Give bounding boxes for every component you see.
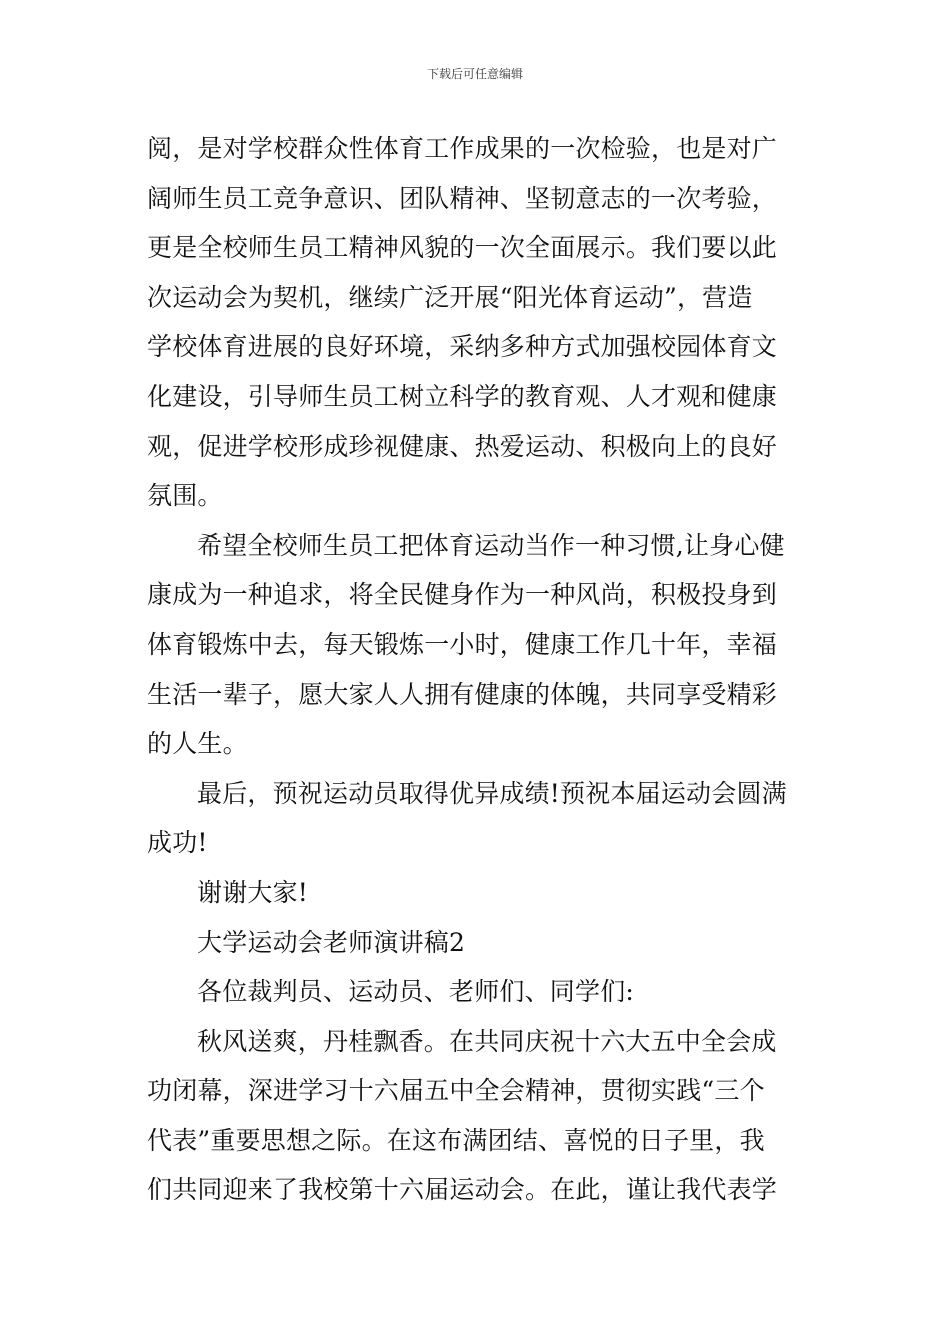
paragraph-start-line: 秋风送爽，丹桂飘香。在共同庆祝十六大五中全会成 (197, 1026, 777, 1056)
page-header: 下载后可任意编辑 (426, 67, 523, 81)
paragraph-start-line: 谢谢大家! (197, 877, 309, 907)
document-body (147, 124, 807, 1215)
text-line: 成功! (147, 828, 208, 858)
paragraph-start-line: 最后，预祝运动员取得优异成绩!预祝本届运动会圆满 (197, 778, 787, 808)
text-line: 学校体育进展的良好环境，采纳多种方式加强校园体育文 (147, 332, 778, 362)
text-line: 次运动会为契机，继续广泛开展“阳光体育运动”，营造 (147, 282, 753, 312)
text-line: 代表”重要思想之际。在这布满团结、喜悦的日子里，我 (147, 1125, 765, 1155)
text-line: 们共同迎来了我校第十六届运动会。在此，谨让我代表学 (147, 1175, 778, 1205)
paragraph-start-line: 希望全校师生员工把体育运动当作一种习惯,让身心健 (197, 530, 785, 560)
text-line: 阔师生员工竞争意识、团队精神、坚韧意志的一次考验， (147, 183, 778, 213)
section-title: 大学运动会老师演讲稿2 (197, 927, 466, 957)
text-line: 体育锻炼中去，每天锻炼一小时，健康工作几十年，幸福 (147, 629, 778, 659)
text-line: 阅，是对学校群众性体育工作成果的一次检验，也是对广 (147, 134, 778, 163)
text-line: 康成为一种追求，将全民健身作为一种风尚，积极投身到 (147, 580, 778, 610)
text-line: 化建设，引导师生员工树立科学的教育观、人才观和健康 (147, 381, 778, 411)
text-line: 氛围。 (147, 481, 223, 511)
text-line: 生活一辈子，愿大家人人拥有健康的体魄，共同享受精彩 (147, 679, 778, 709)
text-line: 的人生。 (147, 729, 248, 759)
text-line: 更是全校师生员工精神风貌的一次全面展示。我们要以此 (147, 233, 778, 263)
text-line: 观，促进学校形成珍视健康、热爱运动、积极向上的良好 (147, 431, 778, 461)
text-line: 功闭幕，深进学习十六届五中全会精神，贯彻实践“三个 (147, 1076, 765, 1106)
salutation: 各位裁判员、运动员、老师们、同学们: (197, 977, 635, 1007)
